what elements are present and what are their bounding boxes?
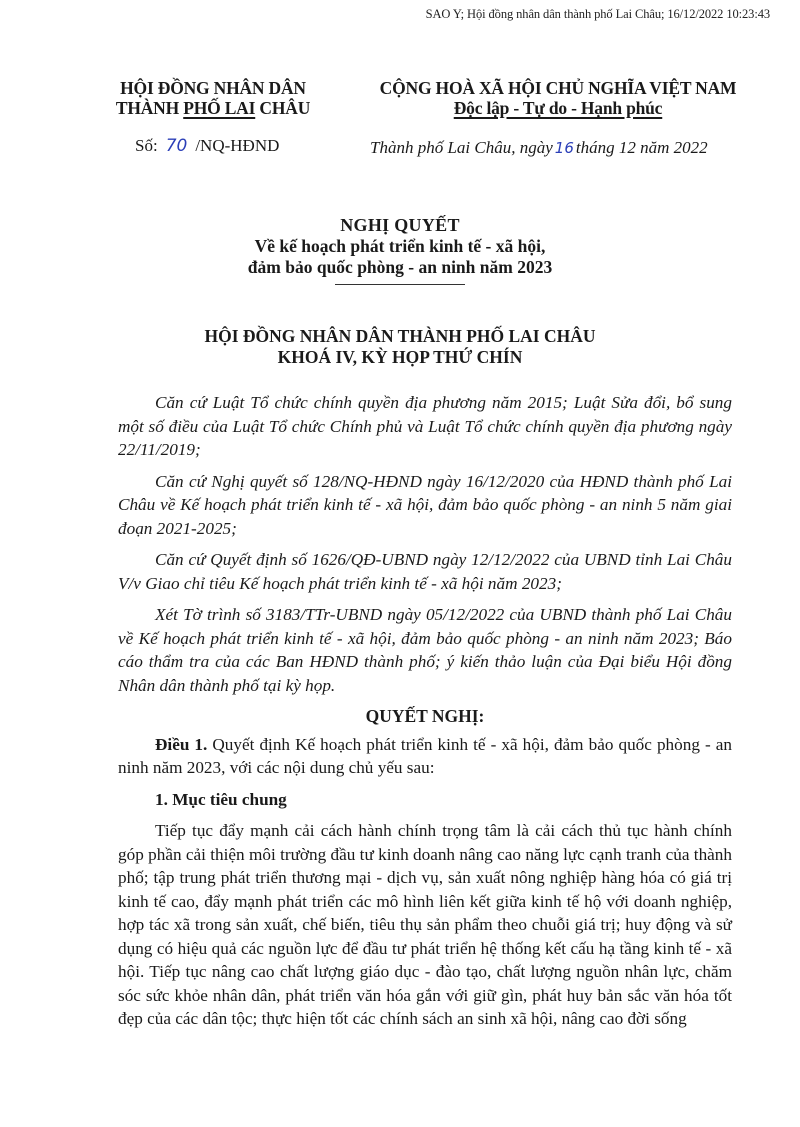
authority-line-2-prefix: THÀNH [115, 98, 184, 118]
document-number [135, 136, 279, 156]
authority-line-2 [102, 98, 324, 118]
date-prefix: Thành phố Lai Châu, ngày [370, 138, 553, 157]
preamble-paragraph: Căn cứ Nghị quyết số 128/NQ-HĐND ngày 16/12/2020 của HĐND thành phố Lai Châu về Kế hoạch phát triển kinh tế - xã hội, đảm bảo quốc phòng - an ninh 5 năm giai đoạn 2021-2025; [118, 471, 732, 538]
document-date [370, 138, 708, 158]
document-subtitle-1: Về kế hoạch phát triển kinh tế - xã hội, [254, 236, 546, 256]
date-suffix: tháng 12 năm 2022 [575, 138, 708, 157]
decision-heading: QUYẾT NGHỊ: [365, 706, 485, 726]
preamble-paragraph: Căn cứ Quyết định số 1626/QĐ-UBND ngày 12/12/2022 của UBND tỉnh Lai Châu V/v Giao chỉ tiêu Kế hoạch phát triển kinh tế - xã hội năm 2023; [118, 550, 732, 593]
title-block [0, 214, 800, 285]
article-1-label: Điều 1. [155, 734, 208, 754]
council-heading [0, 326, 800, 368]
date-day-handwritten: 16 [554, 139, 574, 157]
national-motto [338, 78, 778, 118]
article-1-text: Quyết định Kế hoạch phát triển kinh tế - xã hội, đảm bảo quốc phòng - an ninh năm 2023, với các nội dung chủ yếu sau: [118, 734, 732, 777]
council-name: HỘI ĐỒNG NHÂN DÂN THÀNH PHỐ LAI CHÂU [204, 326, 596, 346]
country-name: CỘNG HOÀ XÃ HỘI CHỦ NGHĨA VIỆT NAM [379, 78, 737, 98]
preamble-paragraph: Căn cứ Luật Tổ chức chính quyền địa phương năm 2015; Luật Sửa đổi, bổ sung một số điều của Luật Tổ chức Chính phủ và Luật Tổ chức chính quyền địa phương ngày 22/11/2019; [118, 393, 732, 459]
document-subtitle-2: đảm bảo quốc phòng - an ninh năm 2023 [247, 257, 553, 277]
authority-line-2-suffix: CHÂU [255, 98, 311, 118]
number-suffix: /NQ-HĐND [195, 136, 280, 155]
document-title: NGHỊ QUYẾT [340, 215, 460, 235]
general-objective-paragraph: Tiếp tục đẩy mạnh cải cách hành chính trọng tâm là cải cách thủ tục hành chính góp phần cải thiện môi trường đầu tư kinh doanh nâng cao năng lực cạnh tranh của thành phố; tập trung phát triển thương mại - dịch vụ, sản xuất nông nghiệp hàng hóa có giá trị kinh tế cao, đẩy mạnh phát triển các mô hình liên kết giữa kinh tế hộ với doanh nghiệp, hợp tác xã trong sản xuất, chế biến, tiêu thụ sản phẩm theo chuỗi giá trị; huy động và sử dụng có hiệu quả các nguồn lực để đầu tư phát triển hệ thống kết cấu hạ tầng kinh tế - xã hội. Tiếp tục nâng cao chất lượng giáo dục - đào tạo, chất lượng nguồn nhân lực, chăm sóc sức khỏe nhân dân, phát triển văn hóa gắn với giữ gìn, phát huy bản sắc văn hóa tốt đẹp của các dân tộc; thực hiện tốt các chính sách an sinh xã hội, nâng cao đời sống [118, 821, 732, 1028]
document-body [118, 391, 732, 1031]
preamble-paragraph: Xét Tờ trình số 3183/TTr-UBND ngày 05/12/2022 của UBND thành phố Lai Châu về Kế hoạch phát triển kinh tế - xã hội, đảm bảo quốc phòng - an ninh năm 2023; Báo cáo thẩm tra của các Ban HĐND thành phố; ý kiến thảo luận của Đại biểu Hội đồng Nhân dân thành phố tại kỳ họp. [118, 605, 732, 695]
number-label: Số: [135, 136, 158, 155]
authority-line-2-underlined: PHỐ LAI [183, 98, 256, 118]
authority-line-1: HỘI ĐỒNG NHÂN DÂN [120, 78, 306, 98]
issuing-authority [102, 78, 324, 118]
article-1 [118, 733, 732, 780]
number-value-handwritten: 70 [165, 136, 188, 156]
motto: Độc lập - Tự do - Hạnh phúc [453, 98, 663, 118]
section-heading-general-objective: 1. Mục tiêu chung [155, 789, 287, 809]
copy-stamp: SAO Y; Hội đồng nhân dân thành phố Lai Châu; 16/12/2022 10:23:43 [425, 7, 770, 21]
title-divider [335, 284, 465, 285]
council-session: KHOÁ IV, KỲ HỌP THỨ CHÍN [277, 347, 523, 367]
